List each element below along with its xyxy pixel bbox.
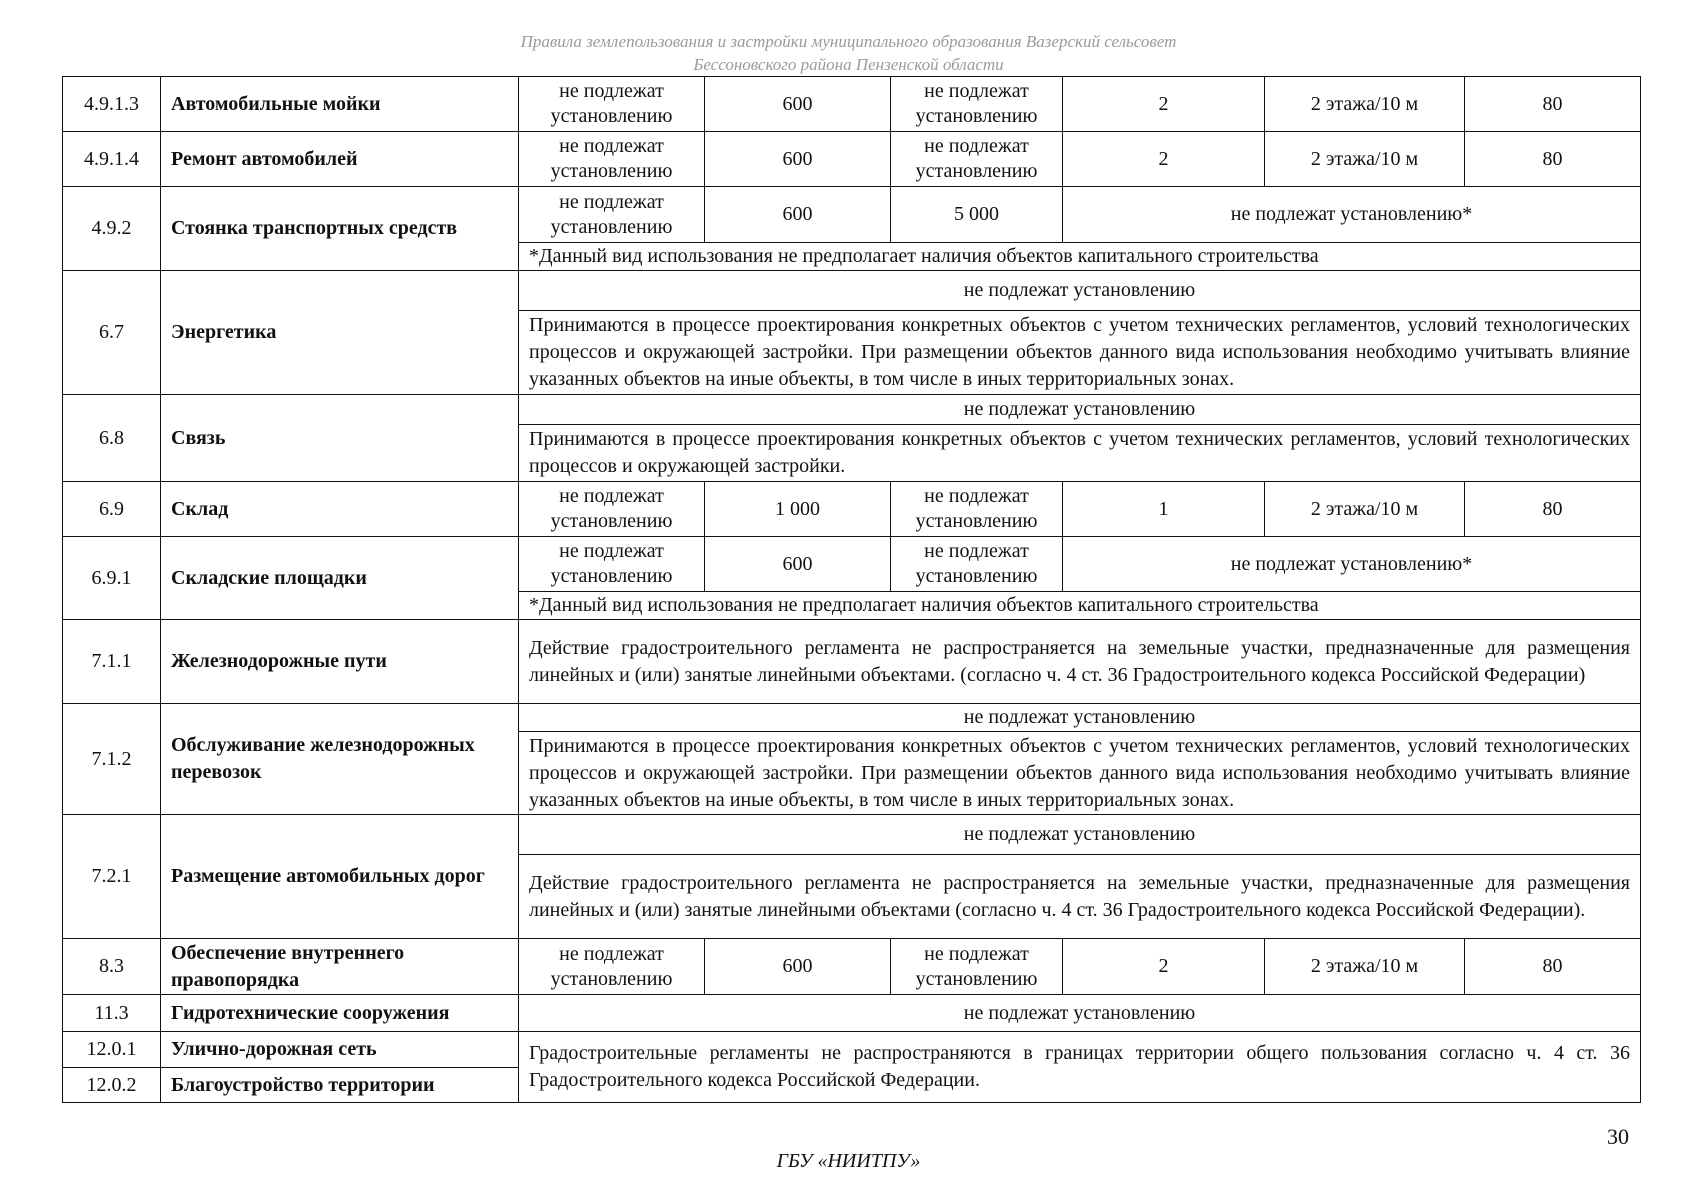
height-cell: 2 этажа/10 м <box>1265 939 1465 995</box>
row-code: 8.3 <box>63 939 161 995</box>
row-name: Энергетика <box>161 271 519 395</box>
params-cell: не подлежат установлению <box>519 395 1641 425</box>
table-row <box>63 395 1641 425</box>
description-cell: Действие градостроительного регламента не распространяется на земельные участки, предназначенные для размещения линейных и (или) занятые линейными объектами. (согласно ч. 4 ст. 36 Градостроительного кодекса Российской Федерации) <box>519 620 1641 704</box>
row-name: Благоустройство территории <box>161 1068 519 1103</box>
footnote-cell: *Данный вид использования не предполагает наличия объектов капитального строительства <box>519 243 1641 271</box>
params-cell: не подлежат установлению <box>519 704 1641 732</box>
description-cell: Принимаются в процессе проектирования конкретных объектов с учетом технических регламентов, условий технологических процессов и окружающей застройки. <box>519 425 1641 482</box>
row-code: 4.9.2 <box>63 187 161 271</box>
description-cell: Принимаются в процессе проектирования конкретных объектов с учетом технических регламентов, условий технологических процессов и окружающей застройки. При размещении объектов данного вида использования необходимо учитывать влияние указанных объектов на иные объекты, в том числе в иных территориальных зонах. <box>519 732 1641 815</box>
max-area-cell: 5 000 <box>891 187 1063 243</box>
merged-params-cell: не подлежат установлению* <box>1063 537 1641 592</box>
row-code: 4.9.1.3 <box>63 77 161 132</box>
description-cell: Градостроительные регламенты не распространяются в границах территории общего пользования согласно ч. 4 ст. 36 Градостроительного кодекса Российской Федерации. <box>519 1032 1641 1103</box>
min-width-cell: не подлежат установлению <box>519 187 705 243</box>
setback-cell: 2 <box>1063 77 1265 132</box>
min-area-cell: 600 <box>705 187 891 243</box>
table-row <box>63 939 1641 995</box>
row-name: Складские площадки <box>161 537 519 620</box>
coverage-cell: 80 <box>1465 77 1641 132</box>
row-code: 4.9.1.4 <box>63 132 161 187</box>
row-code: 7.1.1 <box>63 620 161 704</box>
coverage-cell: 80 <box>1465 939 1641 995</box>
max-area-cell: не подлежат установлению <box>891 939 1063 995</box>
setback-cell: 2 <box>1063 939 1265 995</box>
min-area-cell: 1 000 <box>705 482 891 537</box>
table-row <box>63 704 1641 732</box>
max-area-cell: не подлежат установлению <box>891 132 1063 187</box>
row-code: 12.0.1 <box>63 1032 161 1068</box>
table-row <box>63 77 1641 132</box>
max-area-cell: не подлежат установлению <box>891 482 1063 537</box>
min-width-cell: не подлежат установлению <box>519 537 705 592</box>
coverage-cell: 80 <box>1465 482 1641 537</box>
regulations-table <box>62 76 1641 1103</box>
row-name: Стоянка транспортных средств <box>161 187 519 271</box>
min-width-cell: не подлежат установлению <box>519 77 705 132</box>
row-name: Гидротехнические сооружения <box>161 995 519 1032</box>
row-code: 7.2.1 <box>63 815 161 939</box>
footnote-cell: *Данный вид использования не предполагает наличия объектов капитального строительства <box>519 592 1641 620</box>
row-name: Ремонт автомобилей <box>161 132 519 187</box>
table-row <box>63 1032 1641 1068</box>
min-area-cell: 600 <box>705 939 891 995</box>
height-cell: 2 этажа/10 м <box>1265 77 1465 132</box>
row-code: 6.8 <box>63 395 161 482</box>
table-row <box>63 482 1641 537</box>
min-width-cell: не подлежат установлению <box>519 939 705 995</box>
height-cell: 2 этажа/10 м <box>1265 132 1465 187</box>
coverage-cell: 80 <box>1465 132 1641 187</box>
table-row <box>63 271 1641 311</box>
row-name: Автомобильные мойки <box>161 77 519 132</box>
params-cell: не подлежат установлению <box>519 815 1641 855</box>
row-name: Обеспечение внутреннего правопорядка <box>161 939 519 995</box>
min-width-cell: не подлежат установлению <box>519 482 705 537</box>
params-cell: не подлежат установлению <box>519 995 1641 1032</box>
min-area-cell: 600 <box>705 77 891 132</box>
merged-params-cell: не подлежат установлению* <box>1063 187 1641 243</box>
row-code: 7.1.2 <box>63 704 161 815</box>
description-cell: Действие градостроительного регламента не распространяется на земельные участки, предназначенные для размещения линейных и (или) занятые линейными объектами (согласно ч. 4 ст. 36 Градостроительного кодекса Российской Федерации). <box>519 855 1641 939</box>
min-area-cell: 600 <box>705 132 891 187</box>
row-name: Связь <box>161 395 519 482</box>
max-area-cell: не подлежат установлению <box>891 77 1063 132</box>
row-name: Улично-дорожная сеть <box>161 1032 519 1068</box>
row-code: 6.7 <box>63 271 161 395</box>
page-number: 30 <box>1607 1124 1629 1149</box>
row-name: Обслуживание железнодорожных перевозок <box>161 704 519 815</box>
table-row <box>63 815 1641 855</box>
running-header <box>0 30 1697 76</box>
row-name: Склад <box>161 482 519 537</box>
setback-cell: 2 <box>1063 132 1265 187</box>
table-row <box>63 187 1641 243</box>
min-area-cell: 600 <box>705 537 891 592</box>
min-width-cell: не подлежат установлению <box>519 132 705 187</box>
setback-cell: 1 <box>1063 482 1265 537</box>
table-row <box>63 537 1641 592</box>
row-code: 6.9 <box>63 482 161 537</box>
max-area-cell: не подлежат установлению <box>891 537 1063 592</box>
row-name: Размещение автомобильных дорог <box>161 815 519 939</box>
header-line-1: Правила землепользования и застройки муниципального образования Вазерский сельсовет <box>520 32 1177 51</box>
running-footer: ГБУ «НИИТПУ» <box>776 1150 921 1172</box>
header-line-2: Бессоновского района Пензенской области <box>693 55 1004 74</box>
description-cell: Принимаются в процессе проектирования конкретных объектов с учетом технических регламентов, условий технологических процессов и окружающей застройки. При размещении объектов данного вида использования необходимо учитывать влияние указанных объектов на иные объекты, в том числе в иных территориальных зонах. <box>519 311 1641 395</box>
row-code: 6.9.1 <box>63 537 161 620</box>
table-row <box>63 132 1641 187</box>
height-cell: 2 этажа/10 м <box>1265 482 1465 537</box>
table-row <box>63 995 1641 1032</box>
table-row <box>63 620 1641 704</box>
row-name: Железнодорожные пути <box>161 620 519 704</box>
row-code: 12.0.2 <box>63 1068 161 1103</box>
params-cell: не подлежат установлению <box>519 271 1641 311</box>
row-code: 11.3 <box>63 995 161 1032</box>
